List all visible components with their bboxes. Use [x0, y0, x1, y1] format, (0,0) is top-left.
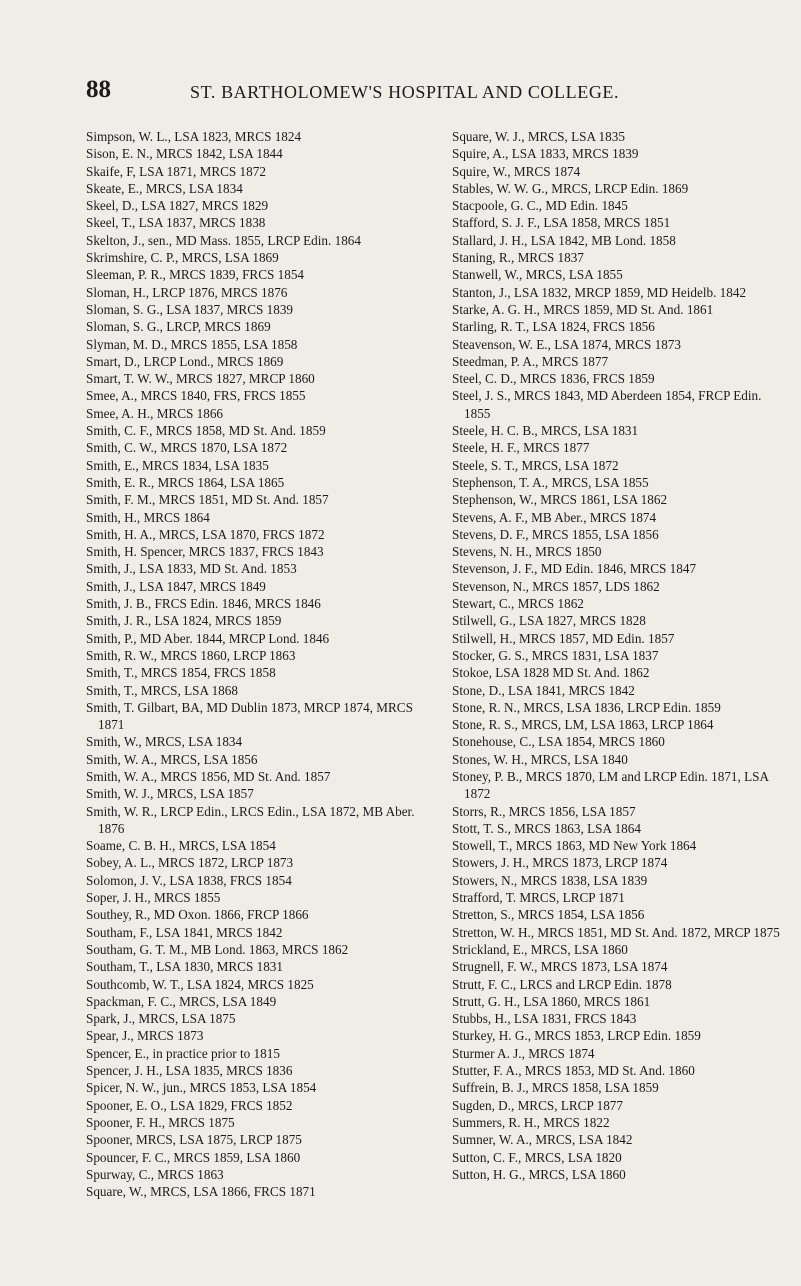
list-item: Steele, S. T., MRCS, LSA 1872: [452, 457, 619, 473]
list-item: Southey, R., MD Oxon. 1866, FRCP 1866: [86, 907, 309, 923]
list-item: Steel, C. D., MRCS 1836, FRCS 1859: [452, 371, 655, 387]
running-title: ST. BARTHOLOMEW'S HOSPITAL AND COLLEGE.: [190, 82, 620, 102]
list-item: Suffrein, B. J., MRCS 1858, LSA 1859: [452, 1080, 659, 1096]
list-item: Smith, P., MD Aber. 1844, MRCP Lond. 1846: [86, 630, 330, 646]
list-item: Smith, W. A., MRCS, LSA 1856: [86, 751, 258, 767]
list-item: Smith, R. W., MRCS 1860, LRCP 1863: [86, 647, 296, 663]
list-item: Spooner, MRCS, LSA 1875, LRCP 1875: [86, 1132, 302, 1148]
list-item: Spooner, F. H., MRCS 1875: [86, 1114, 235, 1130]
list-item: Steavenson, W. E., LSA 1874, MRCS 1873: [452, 336, 681, 352]
list-item: Sturmer A. J., MRCS 1874: [452, 1045, 595, 1061]
list-item: Stilwell, H., MRCS 1857, MD Edin. 1857: [452, 630, 675, 646]
list-item: Sloman, S. G., LRCP, MRCS 1869: [86, 319, 271, 335]
list-item: Stott, T. S., MRCS 1863, LSA 1864: [452, 820, 641, 836]
list-item: Simpson, W. L., LSA 1823, MRCS 1824: [86, 129, 302, 144]
list-item: Squire, A., LSA 1833, MRCS 1839: [452, 146, 639, 162]
list-item: Skelton, J., sen., MD Mass. 1855, LRCP Edin. 1864: [86, 232, 361, 248]
list-item: Squire, W., MRCS 1874: [452, 163, 581, 179]
list-item: Stones, W. H., MRCS, LSA 1840: [452, 751, 628, 767]
list-item: Steel, J. S., MRCS 1843, MD Aberdeen 1854, FRCP Edin. 1855: [452, 388, 762, 421]
list-item: Skaife, F, LSA 1871, MRCS 1872: [86, 163, 266, 179]
list-item: Spear, J., MRCS 1873: [86, 1028, 204, 1044]
list-item: Spouncer, F. C., MRCS 1859, LSA 1860: [86, 1149, 301, 1165]
list-item: Stewart, C., MRCS 1862: [452, 596, 584, 612]
list-item: Smith, J., LSA 1833, MD St. And. 1853: [86, 561, 297, 577]
list-item: Spurway, C., MRCS 1863: [86, 1166, 224, 1182]
list-item: Stafford, S. J. F., LSA 1858, MRCS 1851: [452, 215, 671, 231]
list-item: Smith, J. B., FRCS Edin. 1846, MRCS 1846: [86, 596, 321, 612]
list-item: Stevens, D. F., MRCS 1855, LSA 1856: [452, 526, 659, 542]
list-item: Stevens, N. H., MRCS 1850: [452, 544, 602, 560]
list-item: Southcomb, W. T., LSA 1824, MRCS 1825: [86, 976, 314, 992]
list-item: Sloman, H., LRCP 1876, MRCS 1876: [86, 284, 288, 300]
list-item: Smith, J. R., LSA 1824, MRCS 1859: [86, 613, 282, 629]
left-column: [86, 128, 421, 1200]
list-item: Smith, W., MRCS, LSA 1834: [86, 734, 243, 750]
list-item: Stevenson, J. F., MD Edin. 1846, MRCS 1847: [452, 561, 697, 577]
list-item: Skeate, E., MRCS, LSA 1834: [86, 180, 243, 196]
list-item: Stowell, T., MRCS 1863, MD New York 1864: [452, 838, 697, 854]
list-item: Southam, T., LSA 1830, MRCS 1831: [86, 959, 283, 975]
list-item: Sugden, D., MRCS, LRCP 1877: [452, 1097, 623, 1113]
list-item: Stone, R. S., MRCS, LM, LSA 1863, LRCP 1864: [452, 717, 714, 733]
list-item: Stevens, A. F., MB Aber., MRCS 1874: [452, 509, 657, 525]
list-item: Sutton, C. F., MRCS, LSA 1820: [452, 1149, 622, 1165]
list-item: Strutt, G. H., LSA 1860, MRCS 1861: [452, 993, 651, 1009]
list-item: Sobey, A. L., MRCS 1872, LRCP 1873: [86, 855, 294, 871]
list-item: Smith, F. M., MRCS 1851, MD St. And. 1857: [86, 492, 329, 508]
list-item: Stilwell, G., LSA 1827, MRCS 1828: [452, 613, 646, 629]
list-item: Smith, H. Spencer, MRCS 1837, FRCS 1843: [86, 544, 324, 560]
page-number: 88: [86, 76, 111, 103]
list-item: Spencer, J. H., LSA 1835, MRCS 1836: [86, 1063, 293, 1079]
list-item: Stoney, P. B., MRCS 1870, LM and LRCP Edin. 1871, LSA 1872: [452, 768, 769, 802]
list-item: Sison, E. N., MRCS 1842, LSA 1844: [86, 146, 283, 162]
list-item: Steedman, P. A., MRCS 1877: [452, 353, 609, 369]
list-item: Smart, D., LRCP Lond., MRCS 1869: [86, 353, 284, 369]
list-item: Stutter, F. A., MRCS 1853, MD St. And. 1860: [452, 1063, 695, 1079]
list-item: Steele, H. C. B., MRCS, LSA 1831: [452, 423, 639, 439]
list-item: Spencer, E., in practice prior to 1815: [86, 1045, 280, 1061]
list-item: Stowers, J. H., MRCS 1873, LRCP 1874: [452, 855, 668, 871]
list-item: Smith, E., MRCS 1834, LSA 1835: [86, 457, 269, 473]
list-item: Soame, C. B. H., MRCS, LSA 1854: [86, 838, 276, 854]
list-item: Smith, J., LSA 1847, MRCS 1849: [86, 578, 266, 594]
list-item: Smee, A., MRCS 1840, FRS, FRCS 1855: [86, 388, 306, 404]
list-item: Stallard, J. H., LSA 1842, MB Lond. 1858: [452, 232, 676, 248]
list-item: Smith, C. F., MRCS 1858, MD St. And. 1859: [86, 423, 326, 439]
list-item: Smith, E. R., MRCS 1864, LSA 1865: [86, 474, 285, 490]
list-item: Sumner, W. A., MRCS, LSA 1842: [452, 1132, 633, 1148]
list-item: Stretton, S., MRCS 1854, LSA 1856: [452, 907, 645, 923]
list-item: Sleeman, P. R., MRCS 1839, FRCS 1854: [86, 267, 305, 283]
list-item: Starke, A. G. H., MRCS 1859, MD St. And. 1861: [452, 301, 714, 317]
list-item: Southam, F., LSA 1841, MRCS 1842: [86, 924, 283, 940]
list-item: Steele, H. F., MRCS 1877: [452, 440, 590, 456]
list-item: Smith, T., MRCS, LSA 1868: [86, 682, 238, 698]
right-column: [452, 128, 787, 1183]
list-item: Smith, H. A., MRCS, LSA 1870, FRCS 1872: [86, 526, 325, 542]
list-item: Stevenson, N., MRCS 1857, LDS 1862: [452, 578, 660, 594]
list-item: Spark, J., MRCS, LSA 1875: [86, 1011, 236, 1027]
list-item: Stephenson, T. A., MRCS, LSA 1855: [452, 474, 649, 490]
list-item: Strickland, E., MRCS, LSA 1860: [452, 941, 628, 957]
list-item: Spackman, F. C., MRCS, LSA 1849: [86, 993, 277, 1009]
list-item: Smith, T., MRCS 1854, FRCS 1858: [86, 665, 276, 681]
list-item: Stubbs, H., LSA 1831, FRCS 1843: [452, 1011, 637, 1027]
list-item: Stone, D., LSA 1841, MRCS 1842: [452, 682, 635, 698]
list-item: Stonehouse, C., LSA 1854, MRCS 1860: [452, 734, 665, 750]
list-item: Summers, R. H., MRCS 1822: [452, 1114, 610, 1130]
list-item: Solomon, J. V., LSA 1838, FRCS 1854: [86, 872, 292, 888]
list-item: Strafford, T. MRCS, LRCP 1871: [452, 890, 625, 906]
list-item: Southam, G. T. M., MB Lond. 1863, MRCS 1862: [86, 941, 349, 957]
list-item: Smith, W. R., LRCP Edin., LRCS Edin., LSA 1872, MB Aber. 1876: [86, 803, 415, 836]
list-item: Stone, R. N., MRCS, LSA 1836, LRCP Edin. 1859: [452, 699, 721, 715]
list-item: Stowers, N., MRCS 1838, LSA 1839: [452, 872, 648, 888]
list-item: Square, W. J., MRCS, LSA 1835: [452, 129, 625, 144]
list-item: Sloman, S. G., LSA 1837, MRCS 1839: [86, 301, 294, 317]
list-item: Skeel, T., LSA 1837, MRCS 1838: [86, 215, 266, 231]
list-item: Stocker, G. S., MRCS 1831, LSA 1837: [452, 647, 659, 663]
list-item: Starling, R. T., LSA 1824, FRCS 1856: [452, 319, 655, 335]
list-item: Smith, W. A., MRCS 1856, MD St. And. 1857: [86, 768, 331, 784]
list-item: Smart, T. W. W., MRCS 1827, MRCP 1860: [86, 371, 315, 387]
list-item: Smith, T. Gilbart, BA, MD Dublin 1873, MRCP 1874, MRCS 1871: [86, 699, 413, 733]
list-item: Smith, W. J., MRCS, LSA 1857: [86, 786, 254, 802]
list-item: Stanton, J., LSA 1832, MRCP 1859, MD Heidelb. 1842: [452, 284, 747, 300]
list-item: Staning, R., MRCS 1837: [452, 250, 584, 266]
list-item: Stokoe, LSA 1828 MD St. And. 1862: [452, 665, 650, 681]
list-item: Stretton, W. H., MRCS 1851, MD St. And. 1872, MRCP 1875: [452, 924, 780, 940]
list-item: Stanwell, W., MRCS, LSA 1855: [452, 267, 623, 283]
list-item: Strugnell, F. W., MRCS 1873, LSA 1874: [452, 959, 668, 975]
list-item: Soper, J. H., MRCS 1855: [86, 890, 221, 906]
list-item: Stephenson, W., MRCS 1861, LSA 1862: [452, 492, 668, 508]
list-item: Spicer, N. W., jun., MRCS 1853, LSA 1854: [86, 1080, 317, 1096]
list-item: Smith, C. W., MRCS 1870, LSA 1872: [86, 440, 288, 456]
list-item: Sturkey, H. G., MRCS 1853, LRCP Edin. 1859: [452, 1028, 701, 1044]
list-item: Smee, A. H., MRCS 1866: [86, 405, 224, 421]
list-item: Skeel, D., LSA 1827, MRCS 1829: [86, 198, 269, 214]
list-item: Strutt, F. C., LRCS and LRCP Edin. 1878: [452, 976, 672, 992]
list-item: Smith, H., MRCS 1864: [86, 509, 210, 525]
list-item: Stacpoole, G. C., MD Edin. 1845: [452, 198, 628, 214]
list-item: Stables, W. W. G., MRCS, LRCP Edin. 1869: [452, 180, 689, 196]
list-item: Storrs, R., MRCS 1856, LSA 1857: [452, 803, 636, 819]
page-header: [86, 76, 776, 106]
list-item: Square, W., MRCS, LSA 1866, FRCS 1871: [86, 1184, 316, 1200]
list-item: Spooner, E. O., LSA 1829, FRCS 1852: [86, 1097, 293, 1113]
list-item: Sutton, H. G., MRCS, LSA 1860: [452, 1166, 626, 1182]
list-item: Skrimshire, C. P., MRCS, LSA 1869: [86, 250, 279, 266]
list-item: Slyman, M. D., MRCS 1855, LSA 1858: [86, 336, 298, 352]
